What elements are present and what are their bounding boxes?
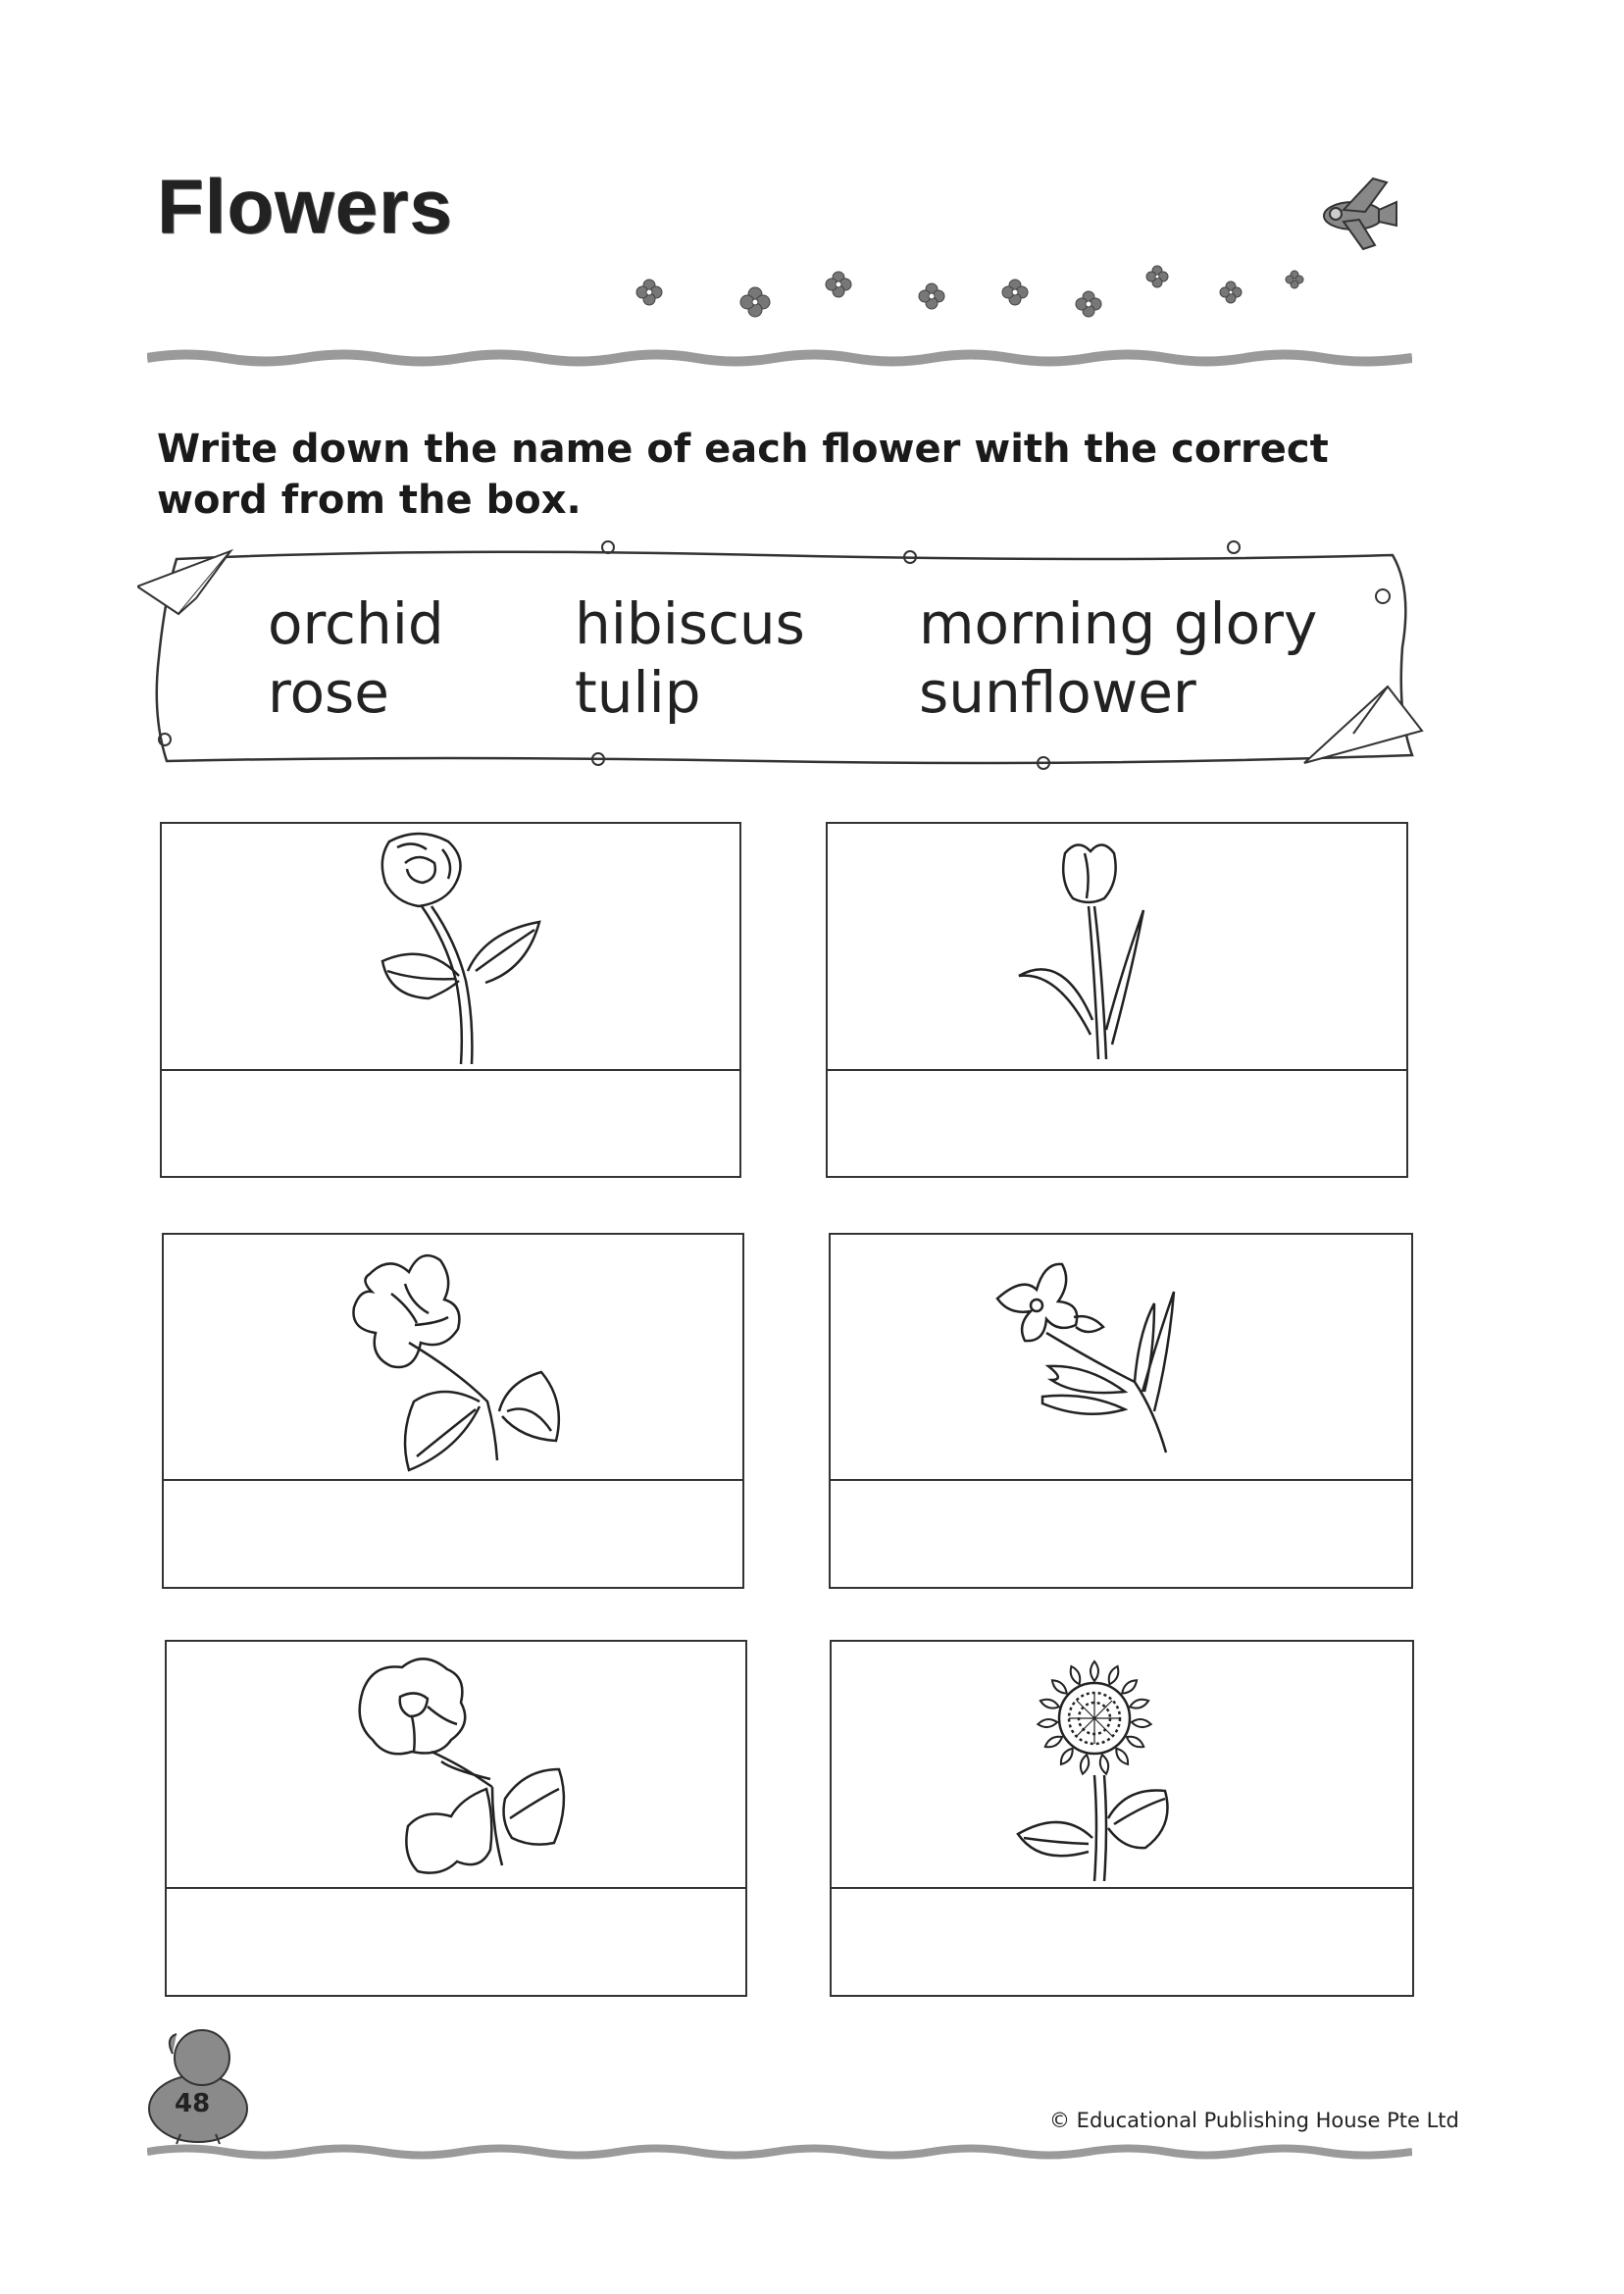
sunflower-icon [832, 1642, 1416, 1887]
airplane-flower-trail-decoration [608, 177, 1422, 333]
page-title: Flowers [157, 163, 453, 249]
flower-card-rose [160, 822, 741, 1178]
answer-field[interactable] [828, 1071, 1406, 1176]
paper-plane-right-icon [1304, 687, 1422, 763]
top-divider [147, 349, 1412, 367]
flower-card-tulip [826, 822, 1408, 1178]
morning-glory-icon [167, 1642, 749, 1887]
word-option: rose [268, 659, 389, 726]
airplane-icon [1324, 178, 1396, 249]
answer-field[interactable] [831, 1481, 1411, 1587]
hibiscus-icon [164, 1235, 746, 1480]
answer-field[interactable] [164, 1481, 742, 1587]
tulip-icon [828, 824, 1410, 1069]
flower-card-hibiscus [162, 1233, 744, 1589]
word-option: hibiscus [575, 590, 805, 657]
bottom-divider [147, 2143, 1412, 2161]
word-box-frame [137, 530, 1442, 785]
orchid-icon [831, 1235, 1415, 1480]
instruction-text: Write down the name of each flower with the correct word from the box. [157, 427, 1329, 523]
flower-card-orchid [829, 1233, 1413, 1589]
word-option: tulip [575, 659, 701, 726]
word-option: morning glory [919, 590, 1318, 657]
word-option: sunflower [919, 659, 1196, 726]
flower-card-morning-glory [165, 1640, 747, 1997]
copyright-text: © Educational Publishing House Pte Ltd [1049, 2109, 1459, 2132]
page-number-badge [137, 2018, 255, 2146]
flower-card-sunflower [830, 1640, 1414, 1997]
rose-icon [162, 824, 743, 1069]
page-number: 48 [175, 2089, 211, 2118]
answer-field[interactable] [162, 1071, 739, 1176]
word-option: orchid [268, 590, 444, 657]
word-box [137, 530, 1442, 785]
answer-field[interactable] [832, 1889, 1412, 1995]
flower-trail-icon [636, 280, 662, 305]
paper-plane-left-icon [137, 551, 230, 614]
answer-field[interactable] [167, 1889, 745, 1995]
